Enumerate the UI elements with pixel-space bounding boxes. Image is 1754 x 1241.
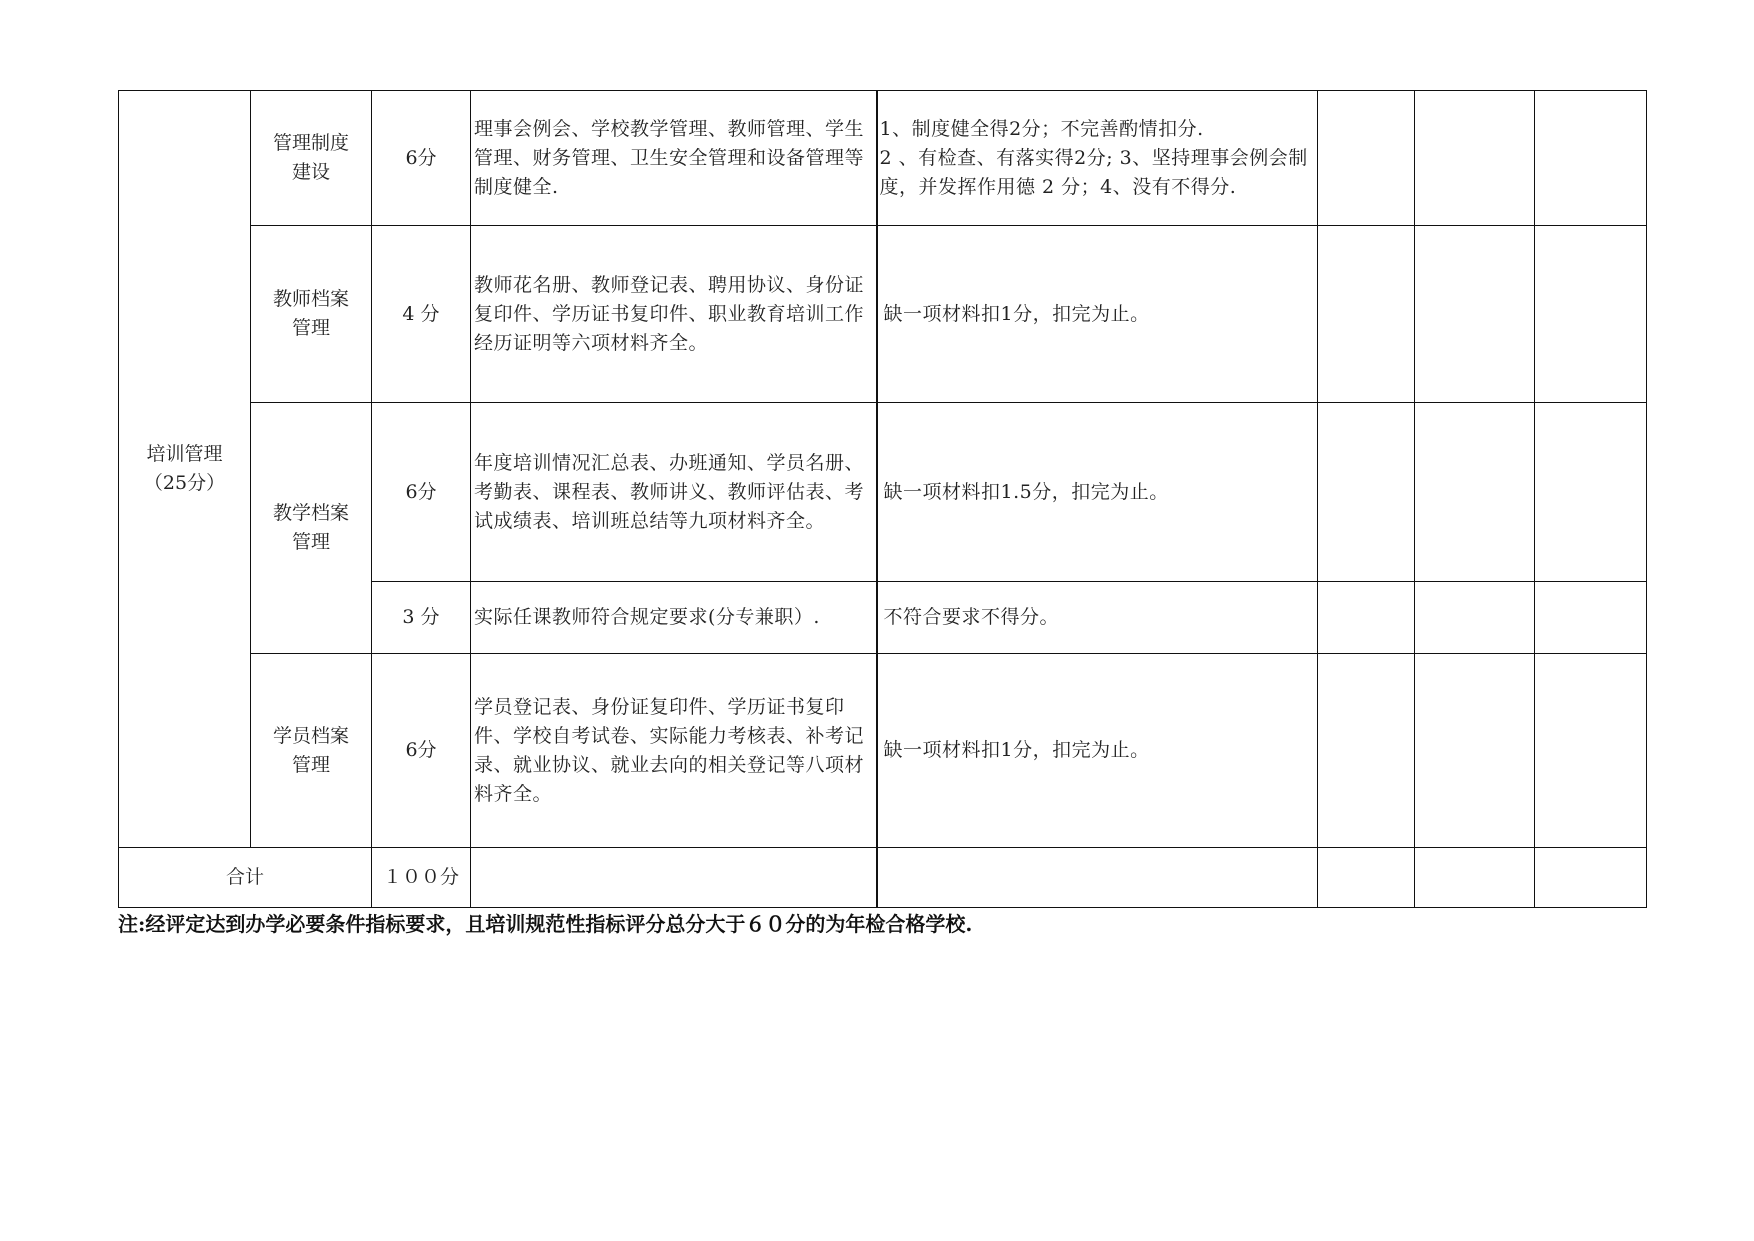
- item-score: 6分: [372, 654, 471, 848]
- table-row: [119, 654, 1647, 848]
- requirement-text: 实际任课教师符合规定要求(分专兼职）.: [471, 582, 877, 654]
- item-name: 管理制度建设: [251, 91, 372, 226]
- category-name: 培训管理: [146, 443, 223, 465]
- blank-cell: [1318, 91, 1415, 226]
- category-points: （25分）: [143, 472, 226, 494]
- footnote: 注:经评定达到办学必要条件指标要求，且培训规范性指标评分总分大于６０分的为年检合格学校.: [118, 912, 973, 936]
- scoring-rule: 缺一项材料扣1.5分，扣完为止。: [877, 403, 1318, 582]
- blank-cell: [1318, 226, 1415, 403]
- scoring-rule: 1、制度健全得2分；不完善酌情扣分. 2 、有检查、有落实得2分; 3、坚持理事会例会制度，并发挥作用德 2 分；4、没有不得分.: [877, 91, 1318, 226]
- requirement-text: 年度培训情况汇总表、办班通知、学员名册、考勤表、课程表、教师讲义、教师评估表、考试成绩表、培训班总结等九项材料齐全。: [471, 403, 877, 582]
- item-name: 教学档案管理: [251, 403, 372, 654]
- blank-cell: [1535, 654, 1647, 848]
- item-score: 6分: [372, 91, 471, 226]
- blank-cell: [471, 848, 877, 908]
- blank-cell: [1415, 226, 1535, 403]
- table-row: [119, 91, 1647, 226]
- blank-cell: [1318, 654, 1415, 848]
- evaluation-table: [118, 90, 1647, 908]
- total-score: １００分: [372, 848, 471, 908]
- blank-cell: [1535, 582, 1647, 654]
- category-cell: [119, 91, 251, 848]
- blank-cell: [1415, 91, 1535, 226]
- blank-cell: [1415, 654, 1535, 848]
- scoring-rule: 缺一项材料扣1分，扣完为止。: [877, 226, 1318, 403]
- blank-cell: [1535, 91, 1647, 226]
- table-row: [119, 403, 1647, 582]
- blank-cell: [877, 848, 1318, 908]
- requirement-text: 教师花名册、教师登记表、聘用协议、身份证复印件、学历证书复印件、职业教育培训工作经历证明等六项材料齐全。: [471, 226, 877, 403]
- blank-cell: [1415, 403, 1535, 582]
- item-name: 教师档案管理: [251, 226, 372, 403]
- requirement-text: 学员登记表、身份证复印件、学历证书复印件、学校自考试卷、实际能力考核表、补考记录、就业协议、就业去向的相关登记等八项材料齐全。: [471, 654, 877, 848]
- blank-cell: [1318, 582, 1415, 654]
- blank-cell: [1318, 403, 1415, 582]
- requirement-text: 理事会例会、学校教学管理、教师管理、学生管理、财务管理、卫生安全管理和设备管理等制度健全.: [471, 91, 877, 226]
- blank-cell: [1535, 848, 1647, 908]
- total-label: 合计: [119, 848, 372, 908]
- item-score: 4 分: [372, 226, 471, 403]
- item-name: 学员档案管理: [251, 654, 372, 848]
- blank-cell: [1415, 582, 1535, 654]
- item-score: 3 分: [372, 582, 471, 654]
- scoring-rule: 不符合要求不得分。: [877, 582, 1318, 654]
- blank-cell: [1535, 403, 1647, 582]
- blank-cell: [1415, 848, 1535, 908]
- table-row: [119, 226, 1647, 403]
- total-row: [119, 848, 1647, 908]
- blank-cell: [1318, 848, 1415, 908]
- scoring-rule: 缺一项材料扣1分，扣完为止。: [877, 654, 1318, 848]
- blank-cell: [1535, 226, 1647, 403]
- item-score: 6分: [372, 403, 471, 582]
